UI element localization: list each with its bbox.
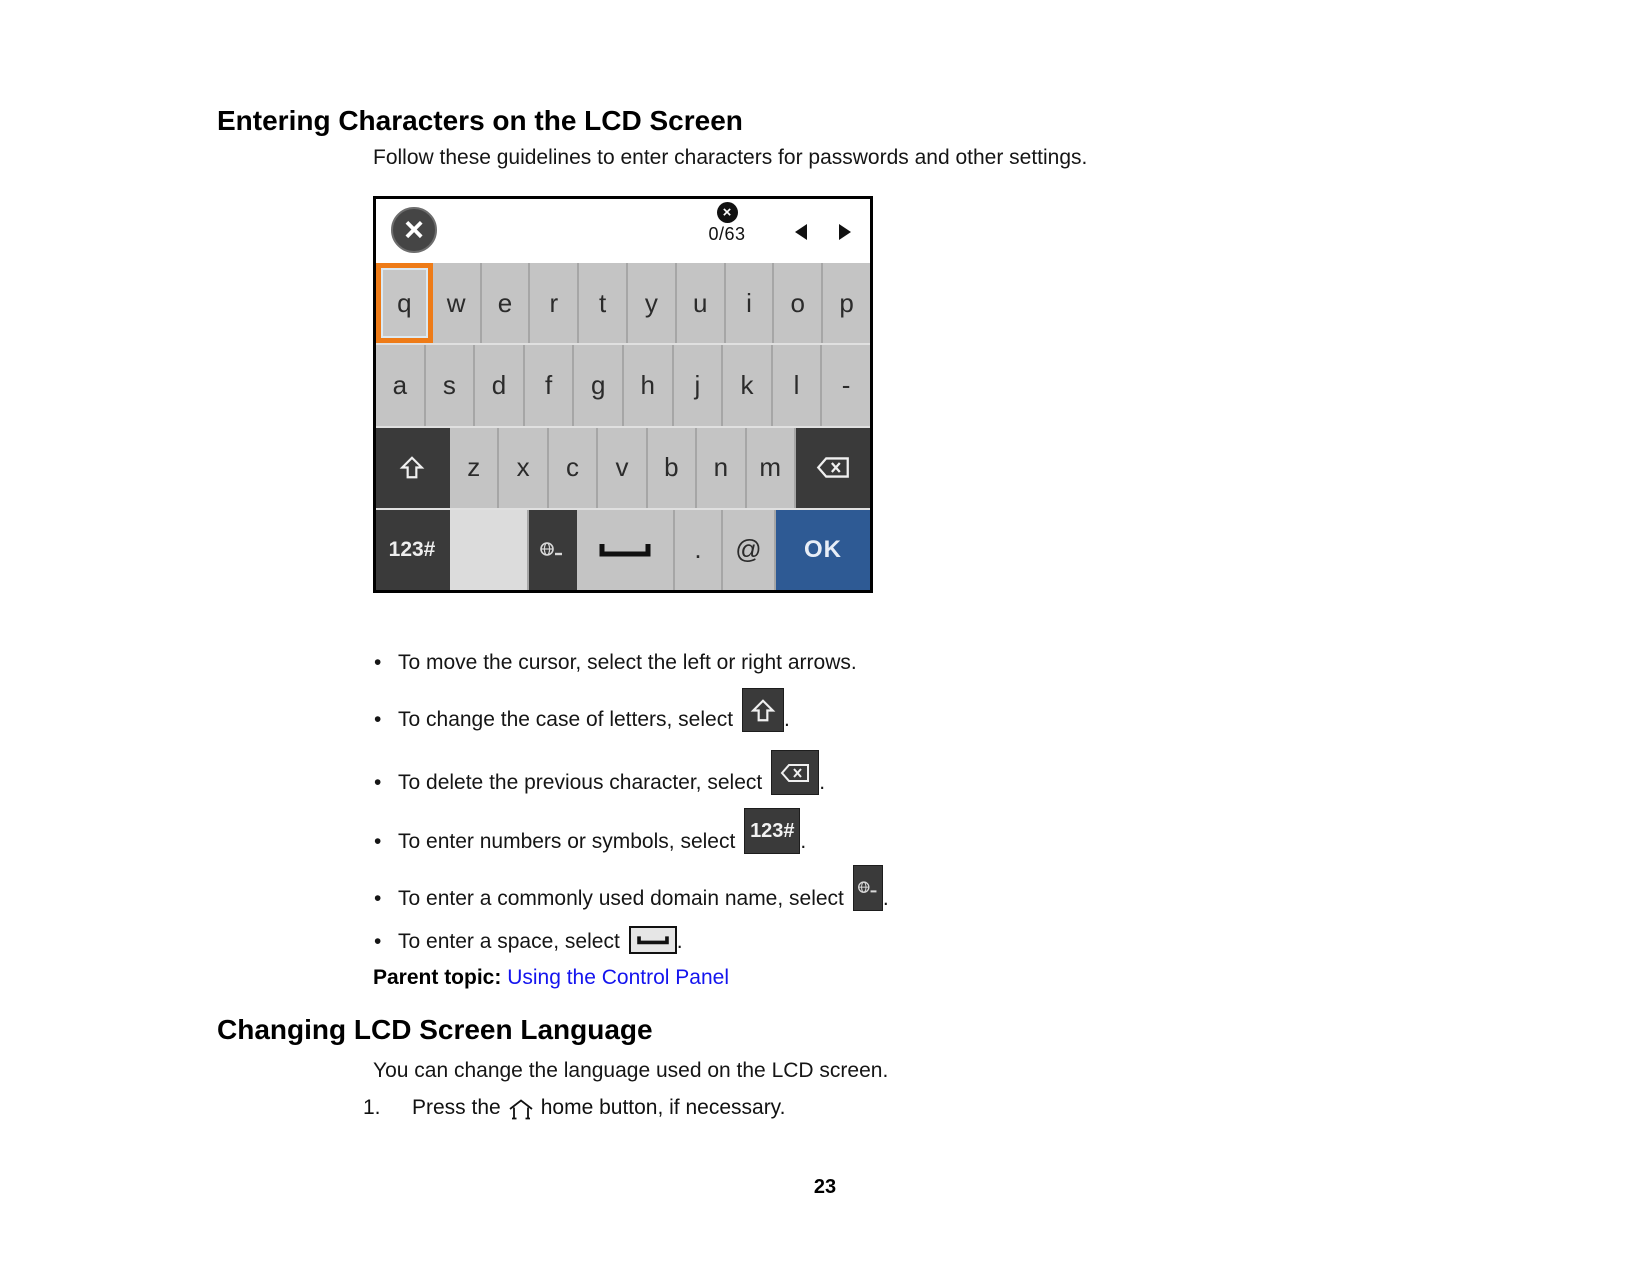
key-g[interactable]: g (574, 345, 624, 425)
key-p[interactable]: p (823, 263, 870, 343)
section-title-changing-language: Changing LCD Screen Language (217, 1014, 653, 1045)
shift-key[interactable] (376, 428, 450, 508)
key-e[interactable]: e (482, 263, 531, 343)
domain-globe-icon (857, 880, 879, 896)
key-d[interactable]: d (475, 345, 525, 425)
key-i[interactable]: i (726, 263, 775, 343)
key-q[interactable]: q (376, 263, 433, 343)
section2-intro: You can change the language used on the LCD screen. (373, 1059, 889, 1082)
key-z[interactable]: z (450, 428, 499, 508)
keyboard-top-bar (376, 199, 870, 263)
domain-key[interactable] (529, 510, 577, 590)
period-key[interactable]: . (675, 510, 723, 590)
keyboard-row-4 (376, 510, 870, 590)
lcd-keyboard-figure (373, 196, 873, 593)
intro-paragraph: Follow these guidelines to enter characters for passwords and other settings. (373, 146, 1088, 169)
keyboard-row-3 (376, 428, 870, 510)
bullet-suffix: . (676, 930, 683, 953)
character-counter (693, 202, 761, 245)
key-s[interactable]: s (426, 345, 476, 425)
backspace-icon (816, 456, 850, 479)
bullet-suffix: . (800, 830, 807, 853)
domain-globe-icon (539, 541, 565, 559)
parent-topic-row (373, 966, 729, 990)
cursor-right-icon[interactable] (839, 224, 851, 240)
step-text-before: Press the (412, 1096, 501, 1119)
close-x-glyph: × (404, 211, 424, 249)
key-x[interactable]: x (499, 428, 548, 508)
key-a[interactable]: a (376, 345, 426, 425)
space-key-icon (629, 926, 677, 954)
home-icon (508, 1098, 534, 1122)
key-r[interactable]: r (530, 263, 579, 343)
shift-up-arrow-icon (750, 698, 776, 723)
key-h[interactable]: h (624, 345, 674, 425)
key-v[interactable]: v (598, 428, 647, 508)
numbers-key-icon (744, 808, 800, 854)
key-u[interactable]: u (677, 263, 726, 343)
clear-text-icon[interactable] (717, 202, 738, 223)
parent-topic-label: Parent topic: (373, 966, 502, 989)
bullet-suffix: . (882, 887, 889, 910)
key-f[interactable]: f (525, 345, 575, 425)
key-o[interactable]: o (774, 263, 823, 343)
counter-value: 0/63 (708, 224, 746, 244)
numbers-symbols-key[interactable]: 123# (376, 510, 450, 590)
bullet-marker: • (374, 830, 382, 853)
bullet-text: To delete the previous character, select (398, 771, 763, 794)
backspace-key[interactable] (796, 428, 870, 508)
bullet-delete-character (374, 748, 825, 795)
key-b[interactable]: b (648, 428, 697, 508)
numbers-key-label: 123# (750, 819, 795, 842)
ok-key[interactable]: OK (776, 510, 870, 590)
bullet-marker: • (374, 771, 382, 794)
close-icon[interactable] (391, 207, 437, 253)
bullet-move-cursor (374, 651, 857, 675)
backspace-icon (780, 763, 810, 783)
key-j[interactable]: j (674, 345, 724, 425)
bullet-marker: • (374, 651, 382, 674)
keyboard-row-1 (376, 263, 870, 345)
bullet-text: To change the case of letters, select (398, 708, 734, 731)
at-key[interactable]: @ (723, 510, 776, 590)
key-y[interactable]: y (628, 263, 677, 343)
bullet-text: To enter a space, select (398, 930, 620, 953)
bullet-marker: • (374, 708, 382, 731)
keyboard-row-2 (376, 345, 870, 427)
page-title: Entering Characters on the LCD Screen (217, 105, 743, 136)
key-k[interactable]: k (723, 345, 773, 425)
step-number: 1. (363, 1096, 381, 1119)
space-bar-icon (597, 541, 653, 559)
key-l[interactable]: l (773, 345, 823, 425)
bullet-text: To enter a commonly used domain name, select (398, 887, 844, 910)
step-text-after: home button, if necessary. (540, 1096, 786, 1119)
key-t[interactable]: t (579, 263, 628, 343)
key-c[interactable]: c (549, 428, 598, 508)
bullet-marker: • (374, 887, 382, 910)
bullet-text: To enter numbers or symbols, select (398, 830, 736, 853)
key-n[interactable]: n (697, 428, 746, 508)
step-1 (363, 1096, 785, 1120)
shift-key-icon (742, 688, 784, 732)
bullet-enter-space (374, 924, 683, 954)
bullet-suffix: . (819, 771, 826, 794)
bullet-enter-numbers (374, 804, 806, 854)
domain-key-icon (853, 865, 883, 911)
backspace-key-icon (771, 750, 819, 795)
key-w[interactable]: w (433, 263, 482, 343)
shift-up-arrow-icon (399, 455, 425, 480)
space-key[interactable] (577, 510, 675, 590)
key-m[interactable]: m (747, 428, 796, 508)
key-hyphen[interactable]: - (822, 345, 870, 425)
bullet-change-case (374, 686, 790, 732)
bullet-enter-domain (374, 862, 889, 911)
clear-x-glyph: × (722, 204, 732, 221)
cursor-left-icon[interactable] (795, 224, 807, 240)
parent-topic-link[interactable]: Using the Control Panel (507, 966, 729, 989)
bullet-suffix: . (784, 708, 790, 731)
bullet-text: To move the cursor, select the left or right arrows. (398, 651, 857, 674)
blank-key[interactable] (450, 510, 529, 590)
space-bar-icon (636, 933, 670, 947)
page-number: 23 (813, 1176, 837, 1198)
bullet-marker: • (374, 930, 382, 953)
